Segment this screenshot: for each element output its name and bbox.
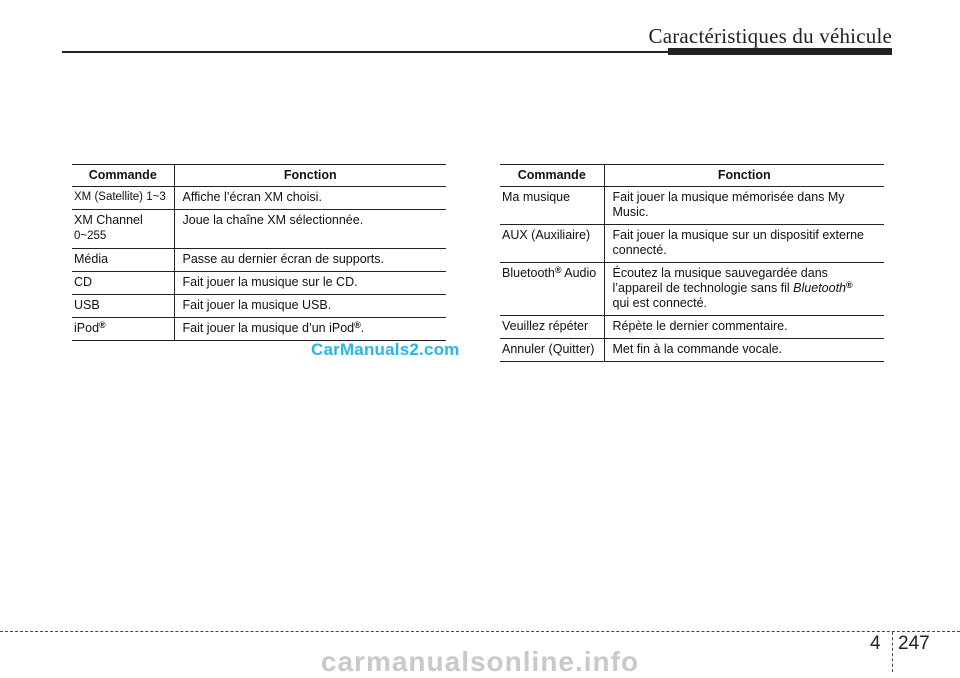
command-cell: Ma musique [500, 187, 604, 225]
function-text-italic: Bluetooth [793, 281, 846, 295]
registered-mark: ® [354, 320, 361, 330]
table-row [500, 263, 884, 316]
registered-mark: ® [99, 320, 106, 330]
function-text: Écoutez la musique sauvegardée dans [612, 266, 828, 280]
command-end: Audio [561, 266, 597, 280]
command-cell: CD [72, 272, 174, 295]
chapter-number: 4 [870, 633, 881, 654]
table-row [500, 187, 884, 225]
function-cell: Fait jouer la musique sur le CD. [174, 272, 446, 295]
command-range: 0~255 [74, 230, 107, 242]
command-cell: AUX (Auxiliaire) [500, 225, 604, 263]
function-cell: Affiche l’écran XM choisi. [174, 187, 446, 210]
column-header-command: Commande [500, 165, 604, 187]
command-cell [500, 263, 604, 316]
function-cell: Passe au dernier écran de supports. [174, 249, 446, 272]
function-end: . [360, 321, 365, 335]
command-cell: Annuler (Quitter) [500, 339, 604, 362]
table-row [500, 339, 884, 362]
table-row [72, 187, 446, 210]
command-cell: USB [72, 295, 174, 318]
watermark-link[interactable]: CarManuals2.com [311, 340, 460, 359]
right-command-table [500, 164, 884, 362]
table-row [500, 225, 884, 263]
function-text-plain: l’appareil de technologie sans fil [612, 281, 794, 295]
command-cell: Veuillez répéter [500, 316, 604, 339]
function-cell: Met fin à la commande vocale. [604, 339, 884, 362]
function-cell [174, 318, 446, 341]
registered-mark: ® [554, 265, 562, 275]
command-cell [72, 318, 174, 341]
table-header-row [72, 165, 446, 187]
section-title: Caractéristiques du véhicule [648, 24, 892, 48]
left-command-table [72, 164, 446, 341]
command-cell: XM (Satellite) 1~3 [72, 187, 174, 210]
function-text: Fait jouer la musique sur un dispositif externe [612, 228, 865, 242]
column-header-command: Commande [72, 165, 174, 187]
table-row [72, 249, 446, 272]
footer-rule [0, 631, 960, 632]
command-text: Bluetooth [502, 266, 555, 280]
command-text: iPod [74, 321, 100, 335]
function-cell: Fait jouer la musique USB. [174, 295, 446, 318]
command-cell [72, 210, 174, 249]
table-row [72, 318, 446, 341]
column-header-function: Fonction [174, 165, 446, 187]
function-cell: Joue la chaîne XM sélectionnée. [174, 210, 446, 249]
function-cell: Répète le dernier commentaire. [604, 316, 884, 339]
command-text: XM Channel [74, 213, 143, 227]
page-number: 247 [898, 633, 930, 654]
function-text-line3: qui est connecté. [612, 296, 708, 310]
table-row [72, 272, 446, 295]
function-text-line2: connecté. [612, 243, 667, 257]
column-header-function: Fonction [604, 165, 884, 187]
header-rule-accent [668, 48, 892, 55]
function-text: Fait jouer la musique mémorisée dans My [612, 190, 845, 204]
function-text-line2: Music. [612, 205, 649, 219]
table-row [72, 295, 446, 318]
function-cell [604, 187, 884, 225]
registered-mark: ® [846, 280, 853, 290]
footer-site-watermark: carmanualsonline.info [320, 646, 640, 677]
function-text: Fait jouer la musique d’un iPod [182, 321, 355, 335]
table-header-row [500, 165, 884, 187]
function-cell [604, 263, 884, 316]
table-row [72, 210, 446, 249]
command-cell: Média [72, 249, 174, 272]
function-text-line2 [613, 281, 881, 296]
function-cell [604, 225, 884, 263]
table-row [500, 316, 884, 339]
